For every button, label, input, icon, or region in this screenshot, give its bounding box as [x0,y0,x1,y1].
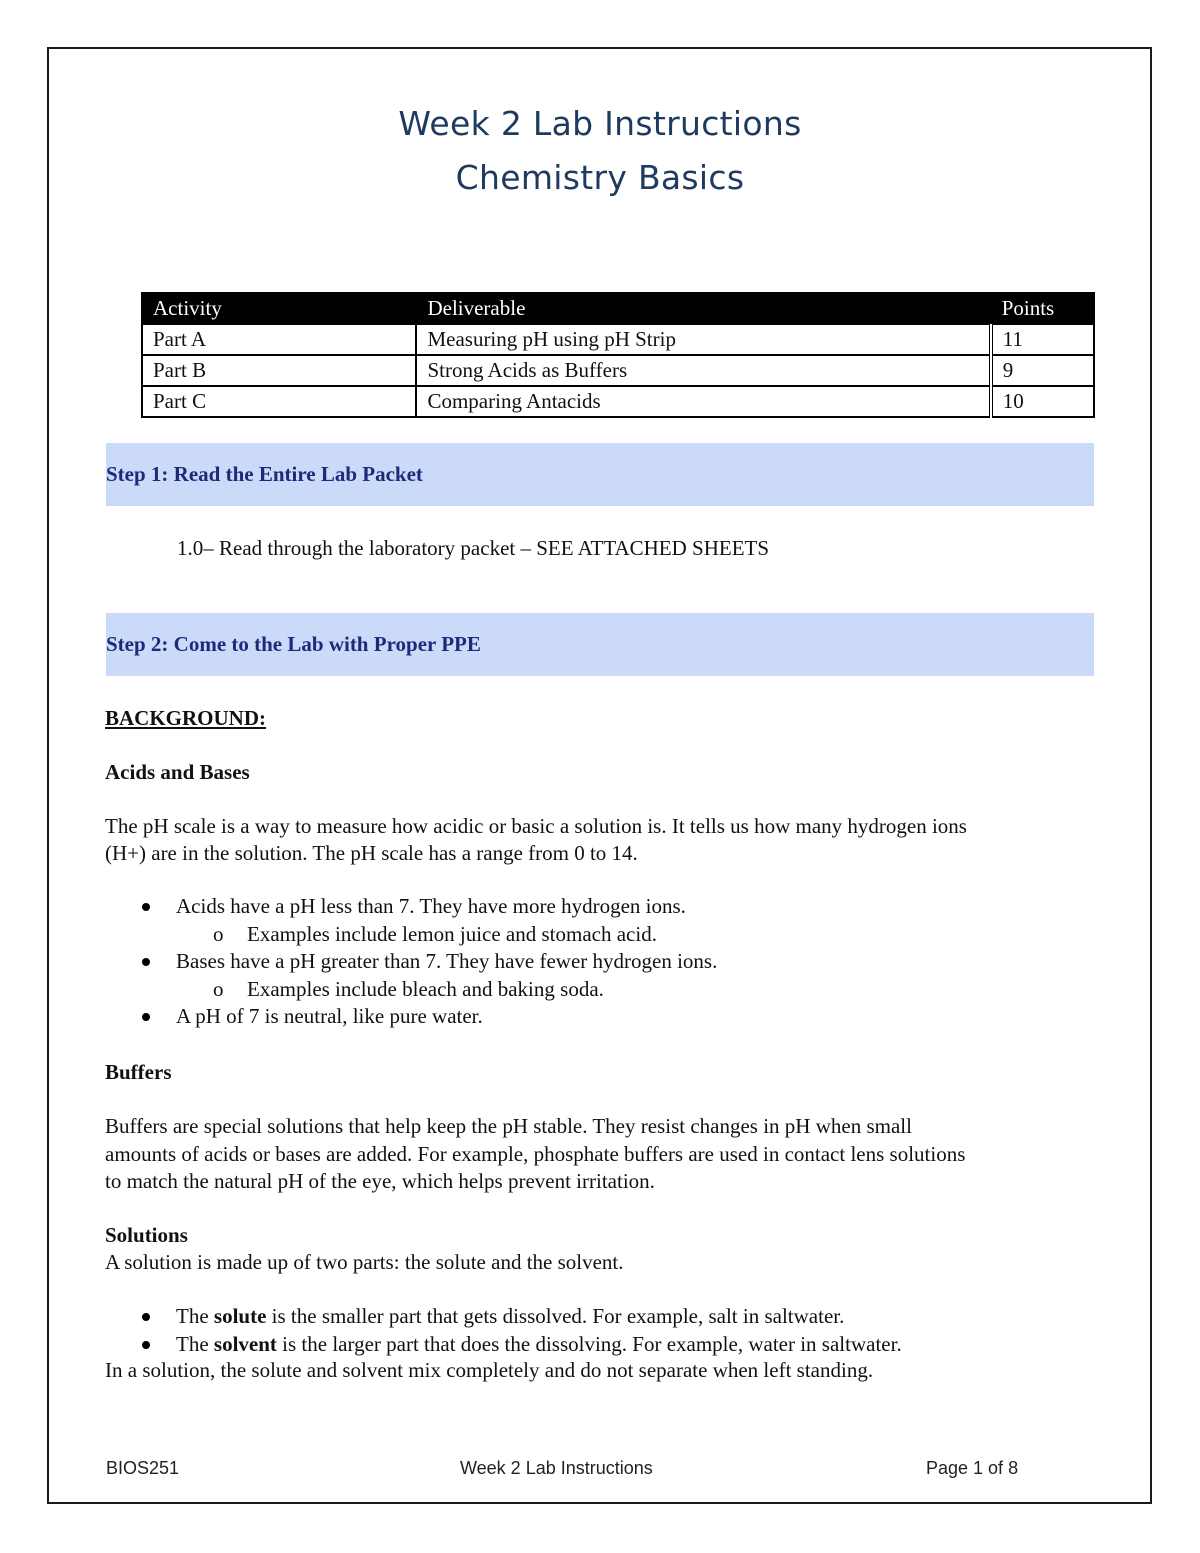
table-row [142,386,1094,417]
solutions-heading: Solutions [105,1223,188,1247]
bullet-dot-icon [142,903,150,911]
footer-course: BIOS251 [106,1458,180,1478]
sub-bullet-icon: o [213,921,224,946]
step-2-heading: Step 2: Come to the Lab with Proper PPE [106,613,1094,676]
cell-points: 11 [991,324,1094,355]
cell-points: 10 [991,386,1094,417]
table-row [142,324,1094,355]
cell-deliverable: Strong Acids as Buffers [416,355,990,386]
list-item: o Examples include lemon juice and stomach acid. [105,921,717,949]
table-header-row [142,293,1094,324]
step-1-item: 1.0– Read through the laboratory packet – SEE ATTACHED SHEETS [177,536,770,560]
list-item: Acids have a pH less than 7. They have more hydrogen ions. [105,893,717,921]
bullet-dot-icon [142,1313,150,1321]
footer-page-number: Page 1 of 8 [926,1458,1019,1478]
list-item: o Examples include bleach and baking soda. [105,976,717,1004]
buffers-paragraph-line1: Buffers are special solutions that help keep the pH stable. They resist changes in pH when small [105,1114,912,1138]
solutions-intro: A solution is made up of two parts: the solute and the solvent. [105,1250,624,1274]
acids-bases-paragraph-line2: (H+) are in the solution. The pH scale has a range from 0 to 14. [105,841,638,865]
header-deliverable: Deliverable [416,293,990,324]
document-title: Week 2 Lab Instructions [398,104,802,143]
header-points: Points [991,293,1094,324]
sub-bullet-icon: o [213,976,224,1001]
buffers-heading: Buffers [105,1060,172,1084]
cell-activity: Part A [142,324,416,355]
cell-activity: Part C [142,386,416,417]
header-activity: Activity [142,293,416,324]
cell-deliverable: Comparing Antacids [416,386,990,417]
list-item: Bases have a pH greater than 7. They have fewer hydrogen ions. [105,948,717,976]
cell-deliverable: Measuring pH using pH Strip [416,324,990,355]
acids-bases-heading: Acids and Bases [105,760,250,784]
step-1-heading: Step 1: Read the Entire Lab Packet [106,443,1094,506]
solutions-closing: In a solution, the solute and solvent mix completely and do not separate when left standing. [105,1358,874,1382]
solutions-list [105,1303,902,1358]
background-heading: BACKGROUND: [105,706,266,730]
list-item: The solvent is the larger part that does the dissolving. For example, water in saltwater. [105,1331,902,1359]
buffers-paragraph-line2: amounts of acids or bases are added. For example, phosphate buffers are used in contact lens solutions [105,1142,966,1166]
list-item: A pH of 7 is neutral, like pure water. [105,1003,717,1031]
acids-bases-list [105,893,717,1031]
list-item: The solute is the smaller part that gets dissolved. For example, salt in saltwater. [105,1303,902,1331]
table-row [142,355,1094,386]
document-subtitle: Chemistry Basics [455,158,745,197]
buffers-paragraph-line3: to match the natural pH of the eye, which helps prevent irritation. [105,1169,655,1193]
bullet-dot-icon [142,958,150,966]
acids-bases-paragraph-line1: The pH scale is a way to measure how acidic or basic a solution is. It tells us how many hydrogen ions [105,814,967,838]
cell-points: 9 [991,355,1094,386]
bullet-dot-icon [142,1013,150,1021]
activity-table [141,292,1095,418]
cell-activity: Part B [142,355,416,386]
footer-title: Week 2 Lab Instructions [460,1458,653,1478]
bullet-dot-icon [142,1341,150,1349]
